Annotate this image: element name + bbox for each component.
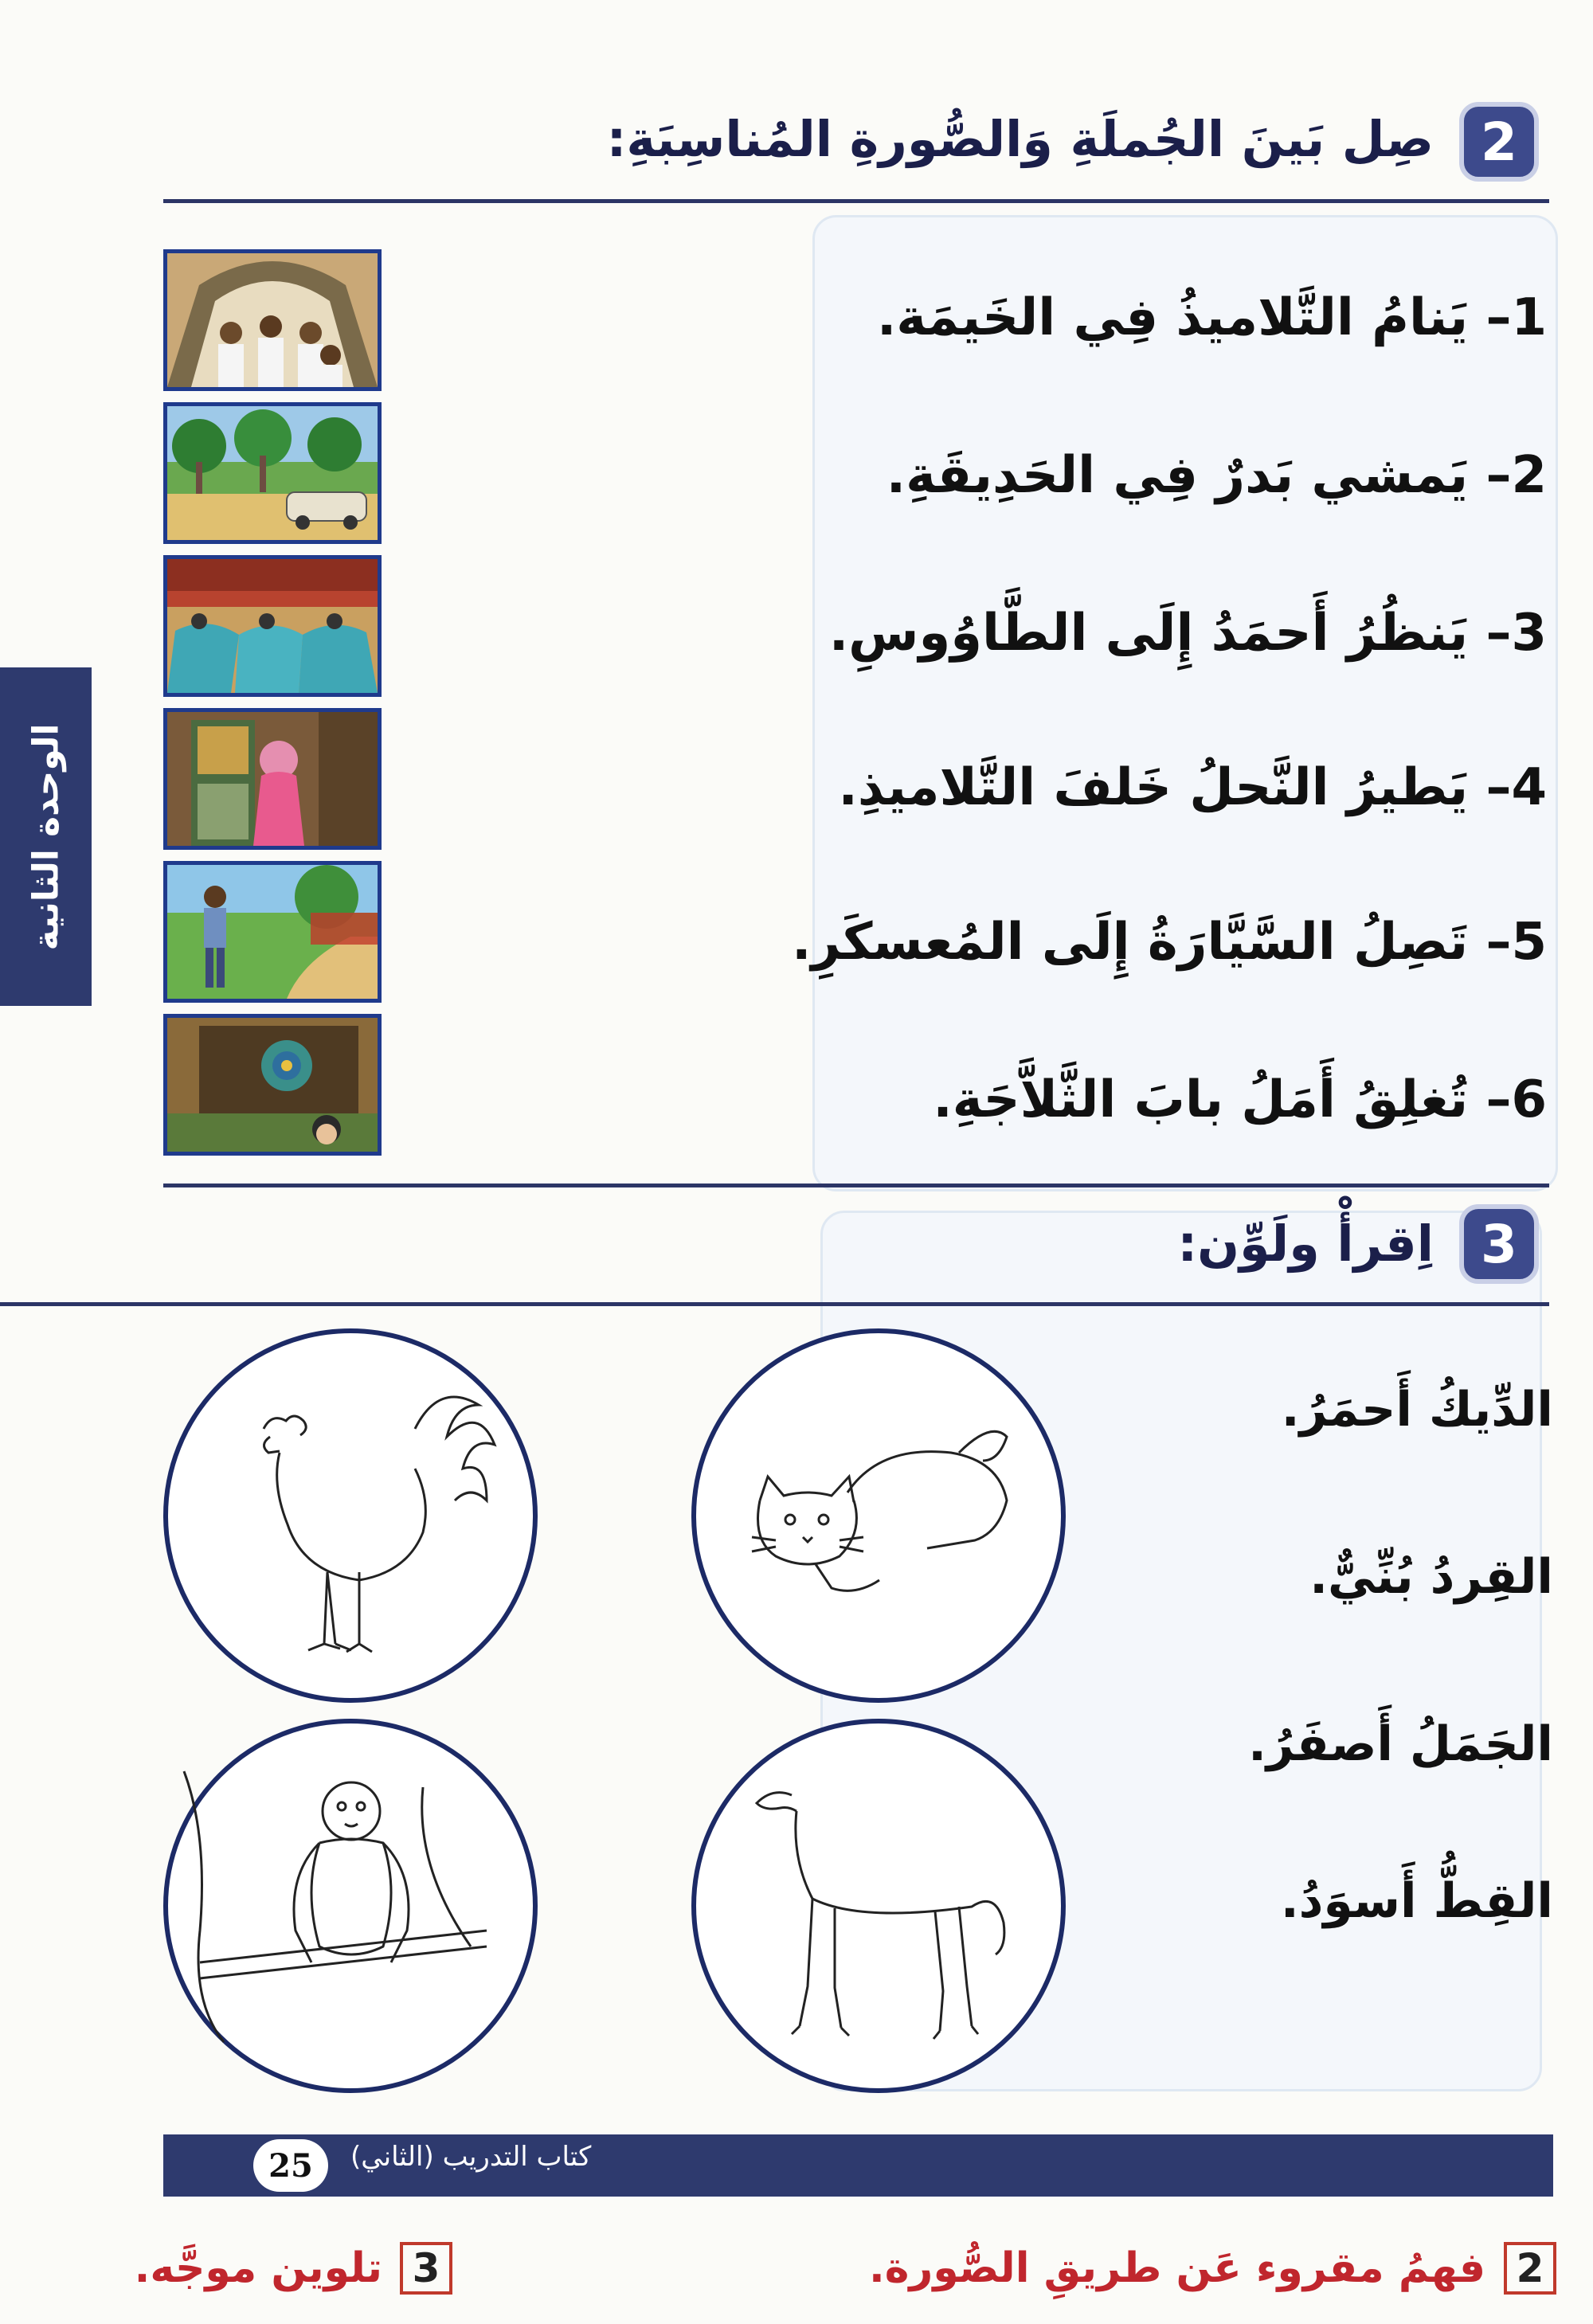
picture-girl-at-fridge[interactable] [163, 708, 382, 850]
ghost-panel-top [812, 215, 1558, 1191]
picture-students-in-tent[interactable] [163, 249, 382, 391]
section3-rule [0, 1302, 1549, 1306]
skill-box-2: 3 [400, 2242, 452, 2295]
section2-rule [163, 199, 1549, 203]
camel-circle[interactable] [691, 1719, 1066, 2093]
match-sentence-3: 3– يَنظُرُ أَحمَدُ إِلَى الطَّاوُوسِ. [828, 604, 1547, 663]
picture-sleeping-bags[interactable] [163, 555, 382, 697]
picture-car-in-park[interactable] [163, 402, 382, 544]
match-sentence-6: 6– تُغلِقُ أَمَلُ بابَ الثَّلاَّجَةِ. [933, 1070, 1547, 1129]
color-sentence-cat: القِطُّ أَسوَدُ. [1280, 1873, 1553, 1929]
picture-boy-and-peacock[interactable] [163, 1014, 382, 1156]
rooster-icon [168, 1333, 533, 1698]
skill-box-1: 2 [1504, 2242, 1556, 2295]
skill-text-2: تلوين موجَّه. [134, 2244, 382, 2292]
monkey-circle[interactable] [163, 1719, 538, 2093]
monkey-icon [168, 1723, 533, 2088]
picture-boy-walking[interactable] [163, 861, 382, 1003]
section2-title: صِل بَينَ الجُملَةِ وَالصُّورةِ المُناسِبَةِ: [606, 110, 1434, 168]
page-number: 25 [253, 2139, 328, 2192]
unit-side-tab [0, 667, 92, 1006]
color-sentence-camel: الجَمَلُ أَصفَرُ. [1248, 1716, 1553, 1772]
section3-title: اِقرأْ ولَوِّن: [1177, 1215, 1434, 1273]
match-sentence-5: 5– تَصِلُ السَّيَّارَةُ إِلَى المُعسكَرِ. [792, 913, 1547, 972]
book-title: كتاب التدريب (الثاني) [350, 2141, 592, 2173]
match-sentence-2: 2– يَمشي بَدرٌ فِي الحَدِيقَةِ. [886, 446, 1547, 505]
cat-circle[interactable] [691, 1328, 1066, 1703]
section2-bottom-rule [163, 1184, 1549, 1187]
rooster-circle[interactable] [163, 1328, 538, 1703]
color-sentence-rooster: الدِّيكُ أَحمَرُ. [1281, 1382, 1553, 1438]
color-sentence-monkey: القِردُ بُنِّيٌّ. [1309, 1549, 1553, 1605]
match-sentence-1: 1– يَنامُ التَّلاميذُ فِي الخَيمَة. [876, 288, 1547, 347]
unit-side-tab-label: الوحدة الثانية [25, 723, 66, 950]
camel-icon [696, 1723, 1061, 2088]
section3-number: 3 [1459, 1204, 1539, 1284]
section2-number: 2 [1459, 102, 1539, 182]
skill-text-1: فهمُ مقروء عَن طريقِ الصُّورة. [868, 2244, 1485, 2292]
match-sentence-4: 4– يَطيرُ النَّحلُ خَلفَ التَّلاميذِ. [838, 758, 1547, 817]
cat-icon [696, 1333, 1061, 1698]
